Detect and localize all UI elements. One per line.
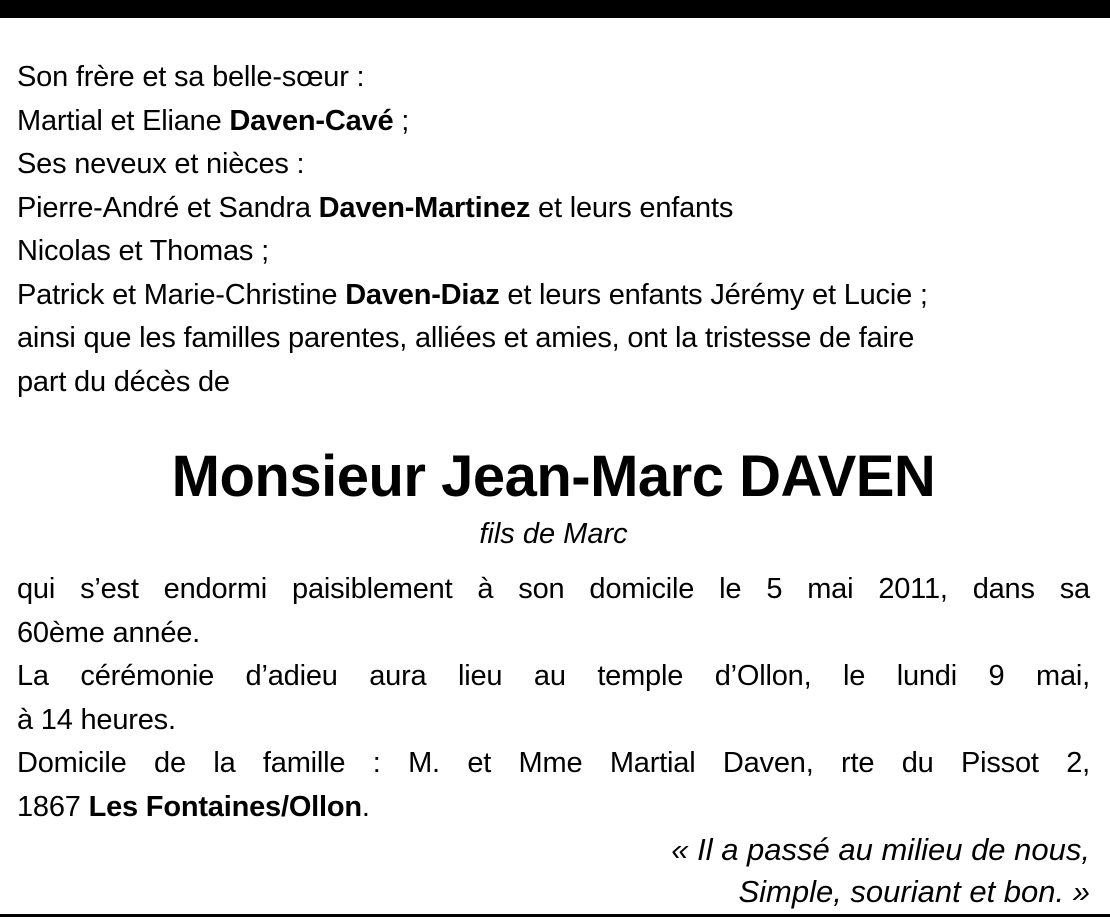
intro-line-6 [17,274,1090,318]
details-line-1: qui s’est endormi paisiblement à son domicile le 5 mai 2011, dans sa [17,573,1090,605]
intro-line-7: ainsi que les familles parentes, alliées et amies, ont la tristesse de faire [17,322,915,354]
deceased-block [17,444,1090,556]
family-announcement [17,56,1090,404]
details-line-2: 60ème année. [17,616,201,649]
intro-line-5: Nicolas et Thomas ; [17,235,269,267]
details-line-3: La cérémonie d’adieu aura lieu au temple d’Ollon, le lundi 9 mai, [17,660,1090,692]
text: ; [393,104,410,137]
place-name: Les Fontaines/Ollon [88,790,362,823]
text: 1867 [17,790,89,823]
text: . [361,790,370,823]
quote-line-2: Simple, souriant et bon. » [738,874,1090,909]
intro-line-4 [17,187,1090,231]
text: Patrick et Marie-Christine [17,278,346,311]
intro-line-8: part du décès de [17,365,230,398]
quote-line-1: « Il a passé au milieu de nous, [671,832,1090,867]
epitaph-quote [17,829,1090,913]
text: Martial et Eliane [17,104,230,137]
details-line-5: Domicile de la famille : M. et Mme Martial Daven, rte du Pissot 2, [17,747,1090,779]
family-name: Daven-Martinez [318,191,531,224]
deceased-subtitle: fils de Marc [479,518,628,550]
deceased-name: Monsieur Jean-Marc DAVEN [171,444,936,509]
top-rule [0,0,1110,18]
family-name: Daven-Cavé [229,104,394,137]
text: Pierre-André et Sandra [17,191,319,224]
family-name: Daven-Diaz [345,278,500,311]
text: et leurs enfants Jérémy et Lucie ; [499,278,928,311]
bottom-rule [0,914,1110,917]
intro-line-2 [17,100,1090,144]
intro-line-1: Son frère et sa belle-sœur : [17,61,365,93]
obituary-notice [17,56,1090,913]
ceremony-details [17,568,1090,829]
intro-line-3: Ses neveux et nièces : [17,148,305,180]
text: et leurs enfants [530,191,734,224]
details-line-6 [17,786,1090,830]
details-line-4: à 14 heures. [17,703,176,736]
